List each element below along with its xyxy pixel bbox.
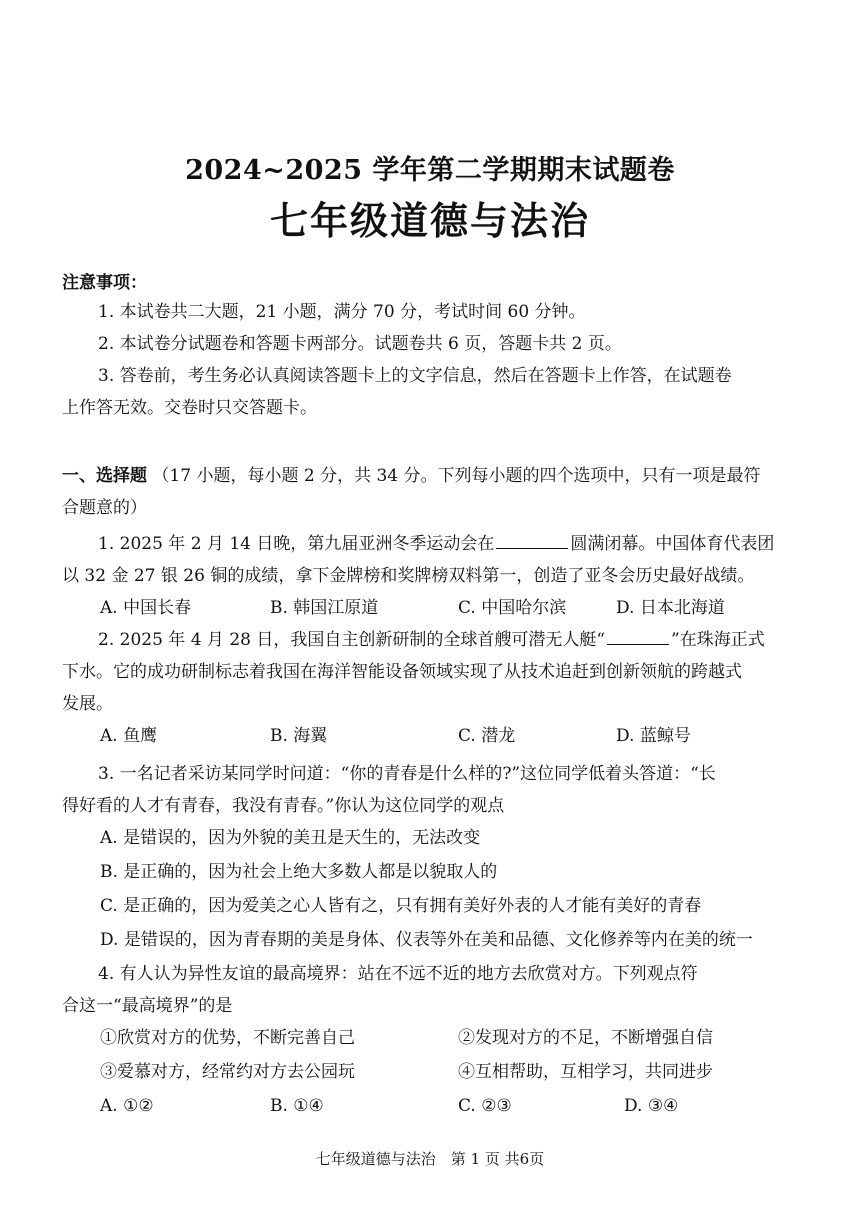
q2-option-b: B. 海翼 (270, 726, 328, 746)
q2-option-d: D. 蓝鲸号 (616, 726, 691, 746)
q3-option-b: B. 是正确的，因为社会上绝大多数人都是以貌取人的 (100, 862, 498, 882)
q3-stem-line1: 3. 一名记者采访某同学时问道：“你的青春是什么样的?”这位同学低着头答道：“长 (98, 764, 716, 784)
section1-desc-cont: 合题意的） (62, 498, 147, 518)
q1-answer-blank (496, 530, 568, 549)
q1-option-a: A. 中国长春 (100, 598, 192, 618)
q1-option-c: C. 中国哈尔滨 (458, 598, 567, 618)
page-footer: 七年级道德与法治 第 1 页 共6页 (315, 1150, 545, 1168)
section1-header (62, 460, 802, 492)
q3-option-d: D. 是错误的，因为青春期的美是身体、仪表等外在美和品德、文化修养等内在美的统一 (100, 930, 753, 950)
notice-item-3: 3. 答卷前，考生务必认真阅读答题卡上的文字信息，然后在答题卡上作答，在试题卷 (98, 366, 732, 386)
q2-stem-line3: 发展。 (62, 694, 113, 714)
q3-stem-line2: 得好看的人才有青春，我没有青春。”你认为这位同学的观点 (62, 796, 505, 816)
q2-stem-part2: ”在珠海正式 (671, 630, 765, 650)
notice-heading: 注意事项： (62, 273, 147, 293)
q4-option-d: D. ③④ (624, 1096, 679, 1116)
q2-stem-line2: 下水。它的成功研制标志着我国在海洋智能设备领域实现了从技术追赶到创新领航的跨越式 (62, 662, 742, 682)
q1-stem-line2: 以 32 金 27 银 26 铜的成绩，拿下金牌榜和奖牌榜双料第一，创造了亚冬会历史最好战绩。 (62, 566, 755, 586)
notice-item-2: 2. 本试卷分试题卷和答题卡两部分。试题卷共 6 页，答题卡共 2 页。 (98, 334, 622, 354)
q3-option-c: C. 是正确的，因为爱美之心人皆有之，只有拥有美好外表的人才能有美好的青春 (100, 896, 702, 916)
section1-title: 一、选择题 (62, 466, 147, 486)
q1-stem-part1: 1. 2025 年 2 月 14 日晚，第九届亚洲冬季运动会在 (98, 534, 495, 554)
q4-statement-4: ④互相帮助，互相学习，共同进步 (458, 1062, 713, 1082)
q4-stem-line1: 4. 有人认为异性友谊的最高境界：站在不远不近的地方去欣赏对方。下列观点符 (98, 964, 698, 984)
q1-stem-line1 (98, 528, 838, 560)
q2-stem-line1 (98, 624, 838, 656)
q4-statement-2: ②发现对方的不足，不断增强自信 (458, 1028, 713, 1048)
q4-option-b: B. ①④ (270, 1096, 324, 1116)
q2-option-a: A. 鱼鹰 (100, 726, 158, 746)
section1-desc: （17 小题，每小题 2 分，共 34 分。下列每小题的四个选项中，只有一项是最符 (152, 466, 761, 486)
q4-stem-line2: 合这一“最高境界”的是 (62, 996, 233, 1016)
q4-option-c: C. ②③ (458, 1096, 512, 1116)
notice-item-3-cont: 上作答无效。交卷时只交答题卡。 (62, 398, 317, 418)
q4-option-a: A. ①② (100, 1096, 154, 1116)
q2-stem-part1: 2. 2025 年 4 月 28 日，我国自主创新研制的全球首艘可潜无人艇“ (98, 630, 606, 650)
q4-statement-1: ①欣赏对方的优势，不断完善自己 (100, 1028, 355, 1048)
subject-title: 七年级道德与法治 (269, 198, 590, 243)
q2-option-c: C. 潜龙 (458, 726, 516, 746)
q1-stem-part2: 圆满闭幕。中国体育代表团 (570, 534, 775, 554)
q4-statement-3: ③爱慕对方，经常约对方去公园玩 (100, 1062, 355, 1082)
q2-answer-blank (607, 626, 669, 645)
q3-option-a: A. 是错误的，因为外貌的美丑是天生的，无法改变 (100, 828, 481, 848)
notice-item-1: 1. 本试卷共二大题，21 小题，满分 70 分，考试时间 60 分钟。 (98, 302, 586, 322)
q1-option-d: D. 日本北海道 (616, 598, 725, 618)
exam-title: 2024~2025 学年第二学期期末试题卷 (185, 155, 675, 186)
q1-option-b: B. 韩国江原道 (270, 598, 379, 618)
